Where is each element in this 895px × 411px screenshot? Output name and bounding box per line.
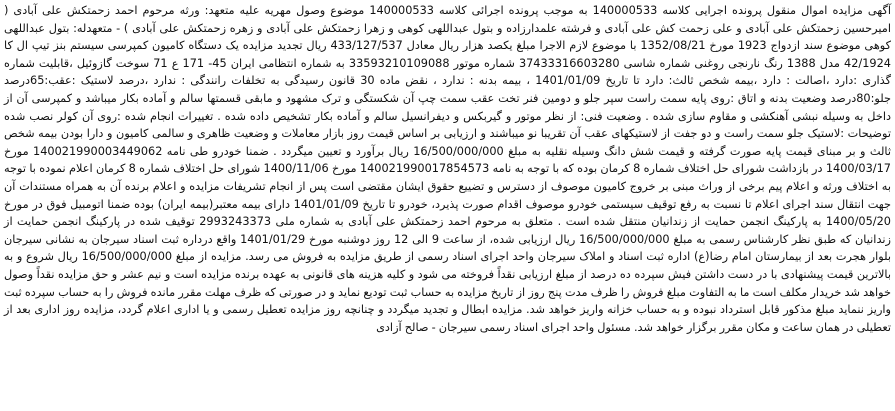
auction-notice-text: آگهی مزایده اموال منقول پرونده اجرایی کلاسه 140000533 به موجب پرونده اجرائی کلاسه 140000533 موضوع وصول مهریه علیه متعهد: ورثه مرحوم احمد زحمتکش علی آبادی ( امیرحسین زحمتکش علی آبادی و علی زحمت کش علی آبادی و فرشته علمدارزاده و بتول عبداللهی کوهی و زهرا زحمتکش علی آبادی و زهره زحمتکش علی آبادی ) - متعهدله: بتول عبداللهی کوهی موضوع سند ازدواج 1923 مورخ 1352/08/21 با موضوع لازم الاجرا مبلغ یکصد هزار ریال معادل 433/127/537 ریال تجدید مزایده یک دستگاه کامیون کمپرسی سیستم بنز تیپ ال کا 42/1924 مدل 1388 رنگ نارنجی روغنی شماره شاسی 37433316603280 شماره موتور 33593210109088 به شماره انتظامی ایران 45- 171 ع 71 سوخت گازوئیل ،قابلیت شماره گذاری :دارد ،اصالت : دارد ،بیمه شخص ثالث: دارد تا تاریخ 1401/01/09 ، بیمه بدنه : ندارد ، نقض ماده 30 قانون رسیدگی به تخلفات رانندگی : ندارد ،درصد لاستیک :عقب:65درصد جلو:80درصد وضعیت بدنه و اتاق :روی پایه سمت راست سپر جلو و دومین فنر تخت عقب سمت چپ آن شکستگی و ترک مشهود و مابقی قسمتها سالم و آماده بکار میباشد و کمپرسی آن از داخل به وسیله نبشی آهنکشی و مقاوم سازی شده . وضعیت فنی: از نظر موتور و گیربکس و دیفرانسیل سالم و آماده بکار تشخیص داده شده . تغییرات انجام شده :روی آن کولر نصب شده توضیحات :لاستیک جلو سمت راست و دو جفت از لاستیکهای عقب آن تقریبا نو میباشند و ارزیابی بر اساس قیمت روز بازار معاملات و وضعیت ظاهری و سالمی کامیون و دارا بودن بیمه شخص ثالث و بر مبنای قیمت پایه صورت گرفته و قیمت شش دانگ وسیله نقلیه به مبلغ 16/500/000/000 ریال برآورد و تعیین میگردد . ضمنا خودرو طی نامه 140021990003449062 مورخ 1400/03/17 در بازداشت شورای حل اختلاف شماره 8 کرمان بوده که با توجه به نامه 140021990017854573 مورخ 1400/11/06 شورای حل اختلاف شماره 8 کرمان اعلام نموده با توجه به اختلاف ورثه و اعلام پیم برخی از وراث مبنی بر خروج کامیون موصوف از دسترس و تضییع حقوق ایشان مقتضی است پس از انجام تشریفات مزایده و اعلام برنده آن به همراه مستندات آن جهت انتقال سند اجرای اعلام تا نسبت به رفع توقیف سیستمی خودرو موصوف اقدام صورت پذیرد، خودرو تا تاریخ 1401/01/09 دارای بیمه معتبر(بیمه ایران) بوده ضمنا اتومبیل فوق در مورخ 1400/05/20 به پارکینگ انجمن حمایت از زندانیان منتقل شده است . متعلق به مرحوم احمد زحمتکش علی آبادی به شماره ملی 2993243373 توقیف شده در پارکینگ انجمن حمایت از زندانیان که طبق نظر کارشناس رسمی به مبلغ 16/500/000/000 ریال ارزیابی شده، از ساعت 9 الی 12 روز دوشنبه مورخ 1401/01/29 واقع درداره ثبت اسناد سیرجان به نشانی سیرجان بلوار هجرت بعد از بیمارستان امام رضا(ع) اداره ثبت اسناد و املاک سیرجان واحد اجرای اسناد رسمی از طریق مزایده به فروش می رسد. مزایده از مبلغ 16/500/000/000 ریال شروع و به بالاترین قیمت پیشنهادی با در دست داشتن فیش سپرده ده درصد از مبلغ ارزیابی نقداً فروخته می شود و کلیه هزینه های قانونی به عهده برنده مزایده است و نیم عشر و حق مزایده نقداً وصول خواهد شد خریدار مکلف است ما به التفاوت مبلغ فروش را ظرف مدت پنج روز از تاریخ مزایده به حساب ثبت تودیع نماید و در صورتی که ظرف مهلت مقرر مانده فروش را به حساب سپرده ثبت واریز ننماید مبلغ مذکور قابل استرداد نبوده و به حساب خزانه واریز خواهد شد. مزایده ابطال و تجدید میگردد و چنانچه روز مزایده تعطیل رسمی و یا اداری اعلام گردد، مزایده روز اداری بعد از تعطیلی در همان ساعت و مکان مقرر برگزار خواهد شد. مسئول واحد اجرای اسناد رسمی سیرجان - صالح آزادی [4,4,892,334]
